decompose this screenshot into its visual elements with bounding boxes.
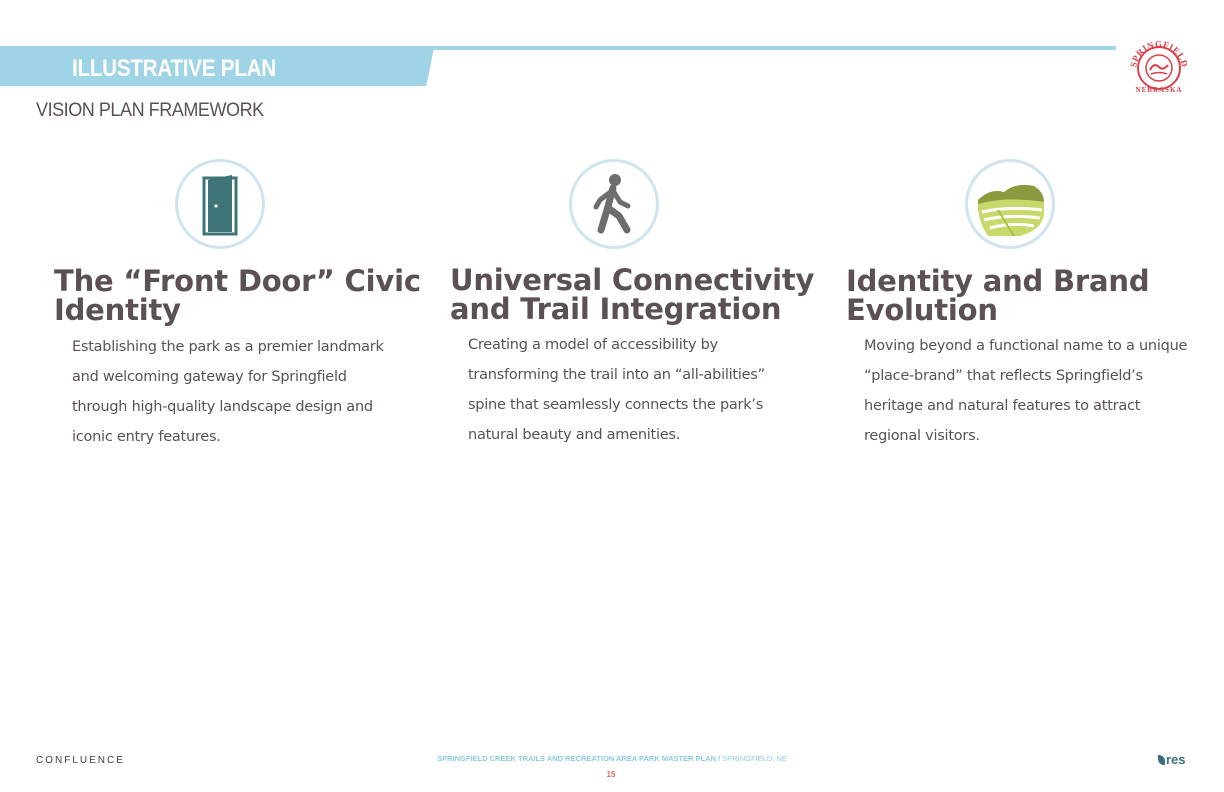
page-number: 15: [606, 770, 616, 779]
column-body-line: iconic entry features.: [72, 429, 221, 445]
footer-brand-confluence: CONFLUENCE: [36, 755, 125, 766]
column-title-line: Universal Connectivity: [450, 263, 815, 297]
column-title-line: Identity: [54, 293, 181, 327]
column-body-front-door: [72, 332, 384, 452]
springfield-logo: [1124, 34, 1194, 96]
column-title-line: Evolution: [846, 293, 998, 327]
footer-doc-title-text: SPRINGFIELD CREEK TRAILS AND RECREATION AREA PARK MASTER PLAN /: [437, 754, 723, 763]
column-body-line: and welcoming gateway for Springfield: [72, 369, 347, 385]
column-body-line: transforming the trail into an “all-abilities”: [468, 367, 765, 383]
column-title-identity: [846, 264, 1150, 327]
column-body-line: Creating a model of accessibility by: [468, 337, 718, 353]
footer-document-title: [0, 754, 1224, 763]
column-body-identity: [864, 331, 1187, 451]
column-title-front-door: [54, 264, 421, 327]
page-subtitle: VISION PLAN FRAMEWORK: [36, 100, 264, 121]
landscape-fields-icon: [965, 159, 1055, 249]
leaf-icon: [1158, 755, 1165, 765]
column-body-line: “place-brand” that reflects Springfield’s: [864, 368, 1143, 384]
column-body-connectivity: [468, 330, 765, 450]
walking-person-icon: [569, 159, 659, 249]
column-body-line: through high-quality landscape design and: [72, 399, 373, 415]
column-body-line: regional visitors.: [864, 428, 980, 444]
svg-text:SPRINGFIELD: SPRINGFIELD: [1128, 38, 1190, 69]
column-body-line: natural beauty and amenities.: [468, 427, 681, 443]
column-title-line: Identity and Brand: [846, 264, 1150, 298]
column-body-line: heritage and natural features to attract: [864, 398, 1141, 414]
column-body-line: Establishing the park as a premier landmark: [72, 339, 384, 355]
column-body-line: Moving beyond a functional name to a unique: [864, 338, 1188, 354]
door-icon: [175, 159, 265, 249]
footer-doc-location: SPRINGFIELD, NE: [722, 754, 787, 763]
column-title-line: and Trail Integration: [450, 292, 782, 326]
svg-text:NEBRASKA: NEBRASKA: [1135, 86, 1183, 94]
footer-brand-res: [1158, 752, 1186, 767]
column-title-connectivity: [450, 263, 815, 326]
section-title: ILLUSTRATIVE PLAN: [72, 55, 276, 82]
footer-brand-res-text: res: [1166, 752, 1186, 767]
column-body-line: spine that seamlessly connects the park’s: [468, 397, 764, 413]
column-title-line: The “Front Door” Civic: [54, 264, 421, 298]
